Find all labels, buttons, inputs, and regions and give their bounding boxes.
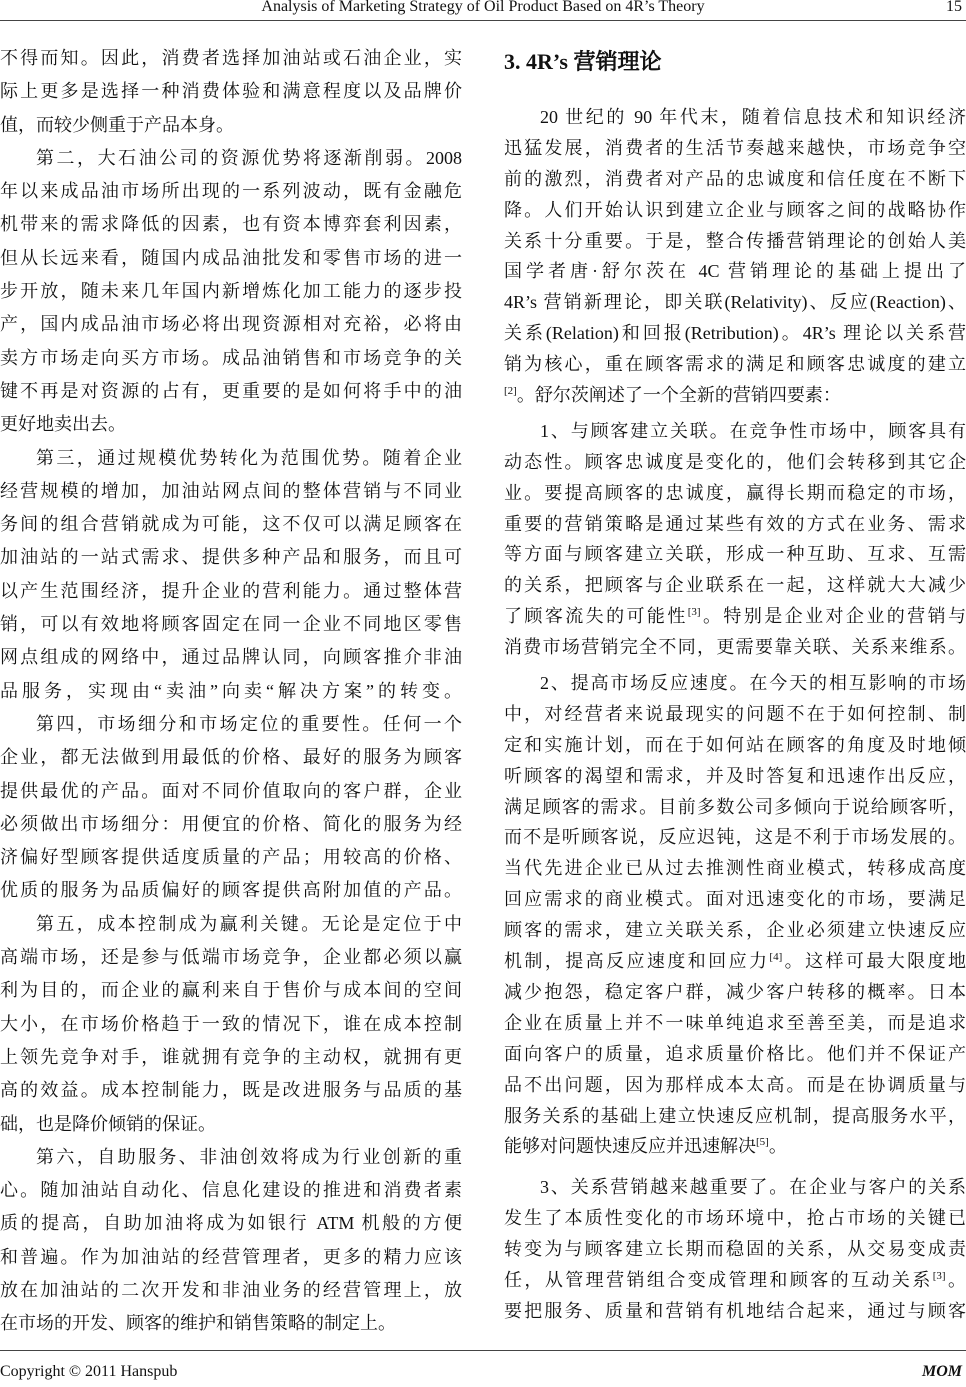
line-text: 重要的营销策略是通过某些有效的方式在业务、需求 — [504, 513, 966, 534]
text-line — [504, 822, 966, 853]
line-text: 在市场的开发、顾客的维护和销售策略的制定上。 — [0, 1313, 396, 1334]
line-text: 机制，提高反应速度和回应力 — [504, 951, 770, 972]
line-text: 第六，自助服务、非油创效将成为行业创新的重 — [36, 1146, 462, 1167]
text-line — [504, 977, 966, 1008]
text-line — [504, 416, 966, 447]
text-line — [0, 1307, 462, 1340]
line-text: 产，国内成品油市场必将出现资源相对充裕，必将由 — [0, 314, 462, 335]
text-line — [0, 342, 462, 375]
text-line — [504, 256, 966, 287]
text-line — [0, 1074, 462, 1107]
text-line — [504, 1101, 966, 1132]
text-line — [0, 75, 462, 108]
text-line — [0, 175, 462, 208]
text-line — [0, 874, 462, 907]
text-line — [0, 675, 462, 708]
line-text: 质的提高，自助加油将成为如银行 ATM 机般的方便 — [0, 1213, 462, 1234]
line-text: 企业在质量上并不一味单纯追求至善至美，而是追求 — [504, 1012, 966, 1033]
text-line — [0, 142, 462, 175]
text-line — [0, 741, 462, 774]
line-text: 以产生范围经济，提升企业的营利能力。通过整体营 — [0, 580, 462, 601]
line-text: 。这样可最大限度地 — [782, 951, 966, 972]
line-text: 第三，通过规模优势转化为范围优势。随着企业 — [36, 447, 462, 468]
line-text: 加油站的一站式需求、提供多种产品和服务，而且可 — [0, 547, 462, 568]
citation-ref: [3] — [687, 606, 701, 619]
line-text: 机带来的需求降低的因素，也有资本博弈套利因素， — [0, 214, 462, 235]
text-line — [0, 308, 462, 341]
line-text: 等方面与顾客建立关联，形成一种互助、互求、互需 — [504, 544, 966, 565]
text-line — [0, 841, 462, 874]
line-text: 顾客的需求，建立关联关系，企业必须建立快速反应 — [504, 920, 966, 941]
line-text: 1、与顾客建立关联。在竞争性市场中，顾客具有 — [540, 420, 966, 441]
text-line — [504, 1008, 966, 1039]
citation-ref: [2] — [504, 385, 517, 398]
line-text: 消费市场营销完全不同，更需要靠关联、关系来维系。 — [504, 637, 966, 658]
line-text: 高的效益。成本控制能力，既是改进服务与品质的基 — [0, 1080, 462, 1101]
line-text: 际上更多是选择一种消费体验和满意程度以及品牌价 — [0, 81, 462, 102]
text-line — [0, 375, 462, 408]
line-text: 面向客户的质量，追求质量价格比。他们并不保证产 — [504, 1043, 966, 1064]
text-line — [504, 1234, 966, 1265]
line-text: 的关系，把顾客与企业联系在一起，这样就大大减少 — [504, 575, 966, 596]
text-line — [0, 475, 462, 508]
line-text: 企业，都无法做到用最低的价格、最好的服务为顾客 — [0, 747, 462, 768]
line-text: 中，对经营者来说最现实的问题不在于如何控制、制 — [504, 703, 966, 724]
line-text: 听顾客的渴望和需求，并及时答复和迅速作出反应， — [504, 765, 966, 786]
text-line — [0, 708, 462, 741]
line-text: 第四，市场细分和市场定位的重要性。任何一个 — [36, 713, 462, 734]
line-text: 品服务，实现由“卖油”向卖“解决方案”的转变。 — [0, 680, 462, 701]
text-line — [0, 1241, 462, 1274]
line-text: 上领先竞争对手，谁就拥有竞争的主动权，就拥有更 — [0, 1046, 462, 1067]
line-text: 但从长远来看，随国内成品油批发和零售市场的进一 — [0, 247, 462, 268]
text-line — [504, 946, 966, 977]
text-line — [504, 1039, 966, 1070]
line-text: 放在加油站的二次开发和非油业务的经营管理上，放 — [0, 1279, 462, 1300]
text-line — [0, 1141, 462, 1174]
text-line — [504, 730, 966, 761]
text-line — [504, 761, 966, 792]
line-text: 发生了本质性变化的市场环境中，抢占市场的关键已 — [504, 1208, 966, 1229]
text-line — [504, 1070, 966, 1101]
text-line — [504, 1203, 966, 1234]
line-text: 关系(Relation)和回报(Retribution)。4R’s 理论以关系营 — [504, 323, 966, 344]
line-text: 高端市场，还是参与低端市场竞争，企业都必须以赢 — [0, 947, 462, 968]
text-line — [504, 1172, 966, 1203]
line-text: 济偏好型顾客提供适度质量的产品；用较高的价格、 — [0, 847, 462, 868]
text-line — [0, 808, 462, 841]
line-text: 。舒尔茨阐述了一个全新的营销四要素： — [516, 385, 841, 406]
text-line — [504, 1131, 966, 1162]
line-text: 优质的服务为品质偏好的顾客提供高附加值的产品。 — [0, 880, 462, 901]
section-title: 3. 4R’s 营销理论 — [504, 49, 662, 74]
line-text: 了顾客流失的可能性 — [504, 606, 688, 627]
line-text: 网点组成的网络中，通过品牌认同，向顾客推介非油 — [0, 647, 462, 668]
line-text: 年以来成品油市场所出现的一系列波动，既有金融危 — [0, 181, 462, 202]
text-line — [0, 275, 462, 308]
text-line — [504, 632, 966, 663]
line-text: 第二，大石油公司的资源优势将逐渐削弱。2008 — [36, 147, 462, 168]
text-line — [0, 1108, 462, 1141]
text-line — [504, 380, 966, 411]
line-text: 经营规模的增加，加油站网点间的整体营销与不同业 — [0, 480, 462, 501]
page-number: 15 — [946, 0, 962, 15]
line-text: 品不出问题，因为那样成本太高。而是在协调质量与 — [504, 1074, 966, 1095]
text-line — [0, 42, 462, 75]
text-line — [0, 242, 462, 275]
line-text: 当代先进企业已从过去推测性商业模式，转移成高度 — [504, 858, 966, 879]
line-text: 更好地卖出去。 — [0, 414, 126, 435]
journal-abbrev: MOM — [921, 1363, 962, 1380]
running-header — [0, 0, 966, 21]
text-line — [504, 102, 966, 133]
text-line — [0, 908, 462, 941]
line-text: 降。人们开始认识到建立企业与顾客之间的战略协作 — [504, 199, 966, 220]
line-text: 销，可以有效地将顾客固定在同一企业不同地区零售 — [0, 614, 462, 635]
text-line — [0, 1174, 462, 1207]
right-column — [504, 42, 966, 1327]
line-text: 第五，成本控制成为赢利关键。无论是定位于中 — [36, 913, 462, 934]
text-line — [504, 226, 966, 257]
line-text: 迅猛发展，消费者的生活节奏越来越快，市场竞争空 — [504, 137, 966, 158]
text-line — [0, 1274, 462, 1307]
text-line — [0, 641, 462, 674]
text-line — [504, 287, 966, 318]
line-text: 卖方市场走向买方市场。成品油销售和市场竞争的关 — [0, 347, 462, 368]
text-line — [504, 853, 966, 884]
text-line — [504, 164, 966, 195]
line-text: 关系十分重要。于是，整合传播营销理论的创始人美 — [504, 230, 966, 251]
line-text: 回应需求的商业模式。面对迅速变化的市场，要满足 — [504, 889, 966, 910]
line-text: 而不是听顾客说，反应迟钝，这是不利于市场发展的。 — [504, 827, 966, 848]
line-text: 任，从管理营销组合变成管理和顾客的互动关系 — [504, 1269, 933, 1290]
line-text: 3、关系营销越来越重要了。在企业与客户的关系 — [540, 1177, 966, 1198]
line-text: 满足顾客的需求。目前多数公司多倾向于说给顾客听， — [504, 796, 966, 817]
line-text: 。特别是企业对企业的营销与 — [700, 606, 966, 627]
text-line — [504, 539, 966, 570]
line-text: 。 — [768, 1136, 787, 1157]
text-line — [504, 699, 966, 730]
line-text: 要把服务、质量和营销有机地结合起来，通过与顾客 — [504, 1300, 966, 1321]
line-text: 20 世纪的 90 年代末，随着信息技术和知识经济 — [540, 107, 966, 127]
text-line — [0, 442, 462, 475]
line-text: 和普遍。作为加油站的经营管理者，更多的精力应该 — [0, 1246, 462, 1267]
line-text: 4R’s 营销新理论，即关联(Relativity)、反应(Reaction)、 — [504, 292, 966, 313]
line-text: 能够对问题快速反应并迅速解决 — [504, 1136, 756, 1157]
text-line — [504, 570, 966, 601]
text-line — [504, 884, 966, 915]
text-line — [504, 792, 966, 823]
text-line — [0, 1207, 462, 1240]
citation-ref: [4] — [769, 951, 783, 964]
text-line — [504, 1265, 966, 1296]
text-line — [504, 349, 966, 380]
line-text: 业。要提高顾客的忠诚度，赢得长期而稳定的市场， — [504, 482, 966, 503]
text-line — [0, 408, 462, 441]
text-line — [504, 668, 966, 699]
line-text: 转变为与顾客建立长期而稳固的关系，从交易变成责 — [504, 1239, 966, 1260]
line-text: 值，而较少侧重于产品本身。 — [0, 114, 234, 135]
line-text: 大小，在市场价格趋于一致的情况下，谁在成本控制 — [0, 1013, 462, 1034]
line-text: 务间的组合营销就成为可能，这不仅可以满足顾客在 — [0, 514, 462, 535]
line-text: 动态性。顾客忠诚度是变化的，他们会转移到其它企 — [504, 451, 966, 472]
line-text: 国学者唐·舒尔茨在 4C 营销理论的基础上提出了 — [504, 261, 966, 282]
text-line — [0, 1008, 462, 1041]
left-column — [0, 42, 462, 1341]
header-title: Analysis of Marketing Strategy of Oil Product Based on 4R’s Theory — [261, 0, 705, 15]
line-text: 提供最优的产品。面对不同价值取向的客户群，企业 — [0, 780, 462, 801]
citation-ref: [3] — [932, 1269, 946, 1282]
line-text: 心。随加油站自动化、信息化建设的推进和消费者素 — [0, 1180, 462, 1201]
line-text: 不得而知。因此，消费者选择加油站或石油企业，实 — [0, 48, 462, 68]
running-footer — [0, 1350, 966, 1387]
text-line — [0, 541, 462, 574]
line-text: 。 — [945, 1269, 966, 1290]
text-line — [504, 915, 966, 946]
text-line — [504, 133, 966, 164]
line-text: 减少抱怨，稳定客户群，减少客户转移的概率。日本 — [504, 981, 966, 1002]
text-line — [504, 318, 966, 349]
text-line — [504, 509, 966, 540]
line-text: 步开放，随未来几年国内新增炼化加工能力的逐步投 — [0, 281, 462, 302]
text-line — [0, 941, 462, 974]
text-line — [0, 775, 462, 808]
text-line — [504, 1296, 966, 1327]
text-line — [0, 608, 462, 641]
text-line — [0, 208, 462, 241]
text-line — [0, 109, 462, 142]
line-text: 服务关系的基础上建立快速反应机制，提高服务水平， — [504, 1105, 966, 1126]
line-text: 础，也是降价倾销的保证。 — [0, 1113, 216, 1134]
line-text: 必须做出市场细分：用便宜的价格、简化的服务为经 — [0, 813, 462, 834]
text-line — [0, 974, 462, 1007]
text-line — [504, 478, 966, 509]
line-text: 键不再是对资源的占有，更重要的是如何将手中的油 — [0, 380, 462, 401]
text-line — [504, 195, 966, 226]
line-text: 前的激烈，消费者对产品的忠诚度和信任度在不断下 — [504, 168, 966, 189]
copyright: Copyright © 2011 Hanspub — [0, 1363, 178, 1380]
text-line — [0, 508, 462, 541]
text-line — [0, 1041, 462, 1074]
text-line — [504, 447, 966, 478]
line-text: 2、提高市场反应速度。在今天的相互影响的市场 — [540, 673, 966, 694]
line-text: 定和实施计划，而在于如何站在顾客的角度及时地倾 — [504, 734, 966, 755]
citation-ref: [5] — [756, 1136, 769, 1149]
line-text: 利为目的，而企业的赢利来自于售价与成本间的空间 — [0, 980, 462, 1001]
line-text: 销为核心，重在顾客需求的满足和顾客忠诚度的建立 — [504, 354, 966, 375]
text-line — [0, 575, 462, 608]
text-line — [504, 601, 966, 632]
